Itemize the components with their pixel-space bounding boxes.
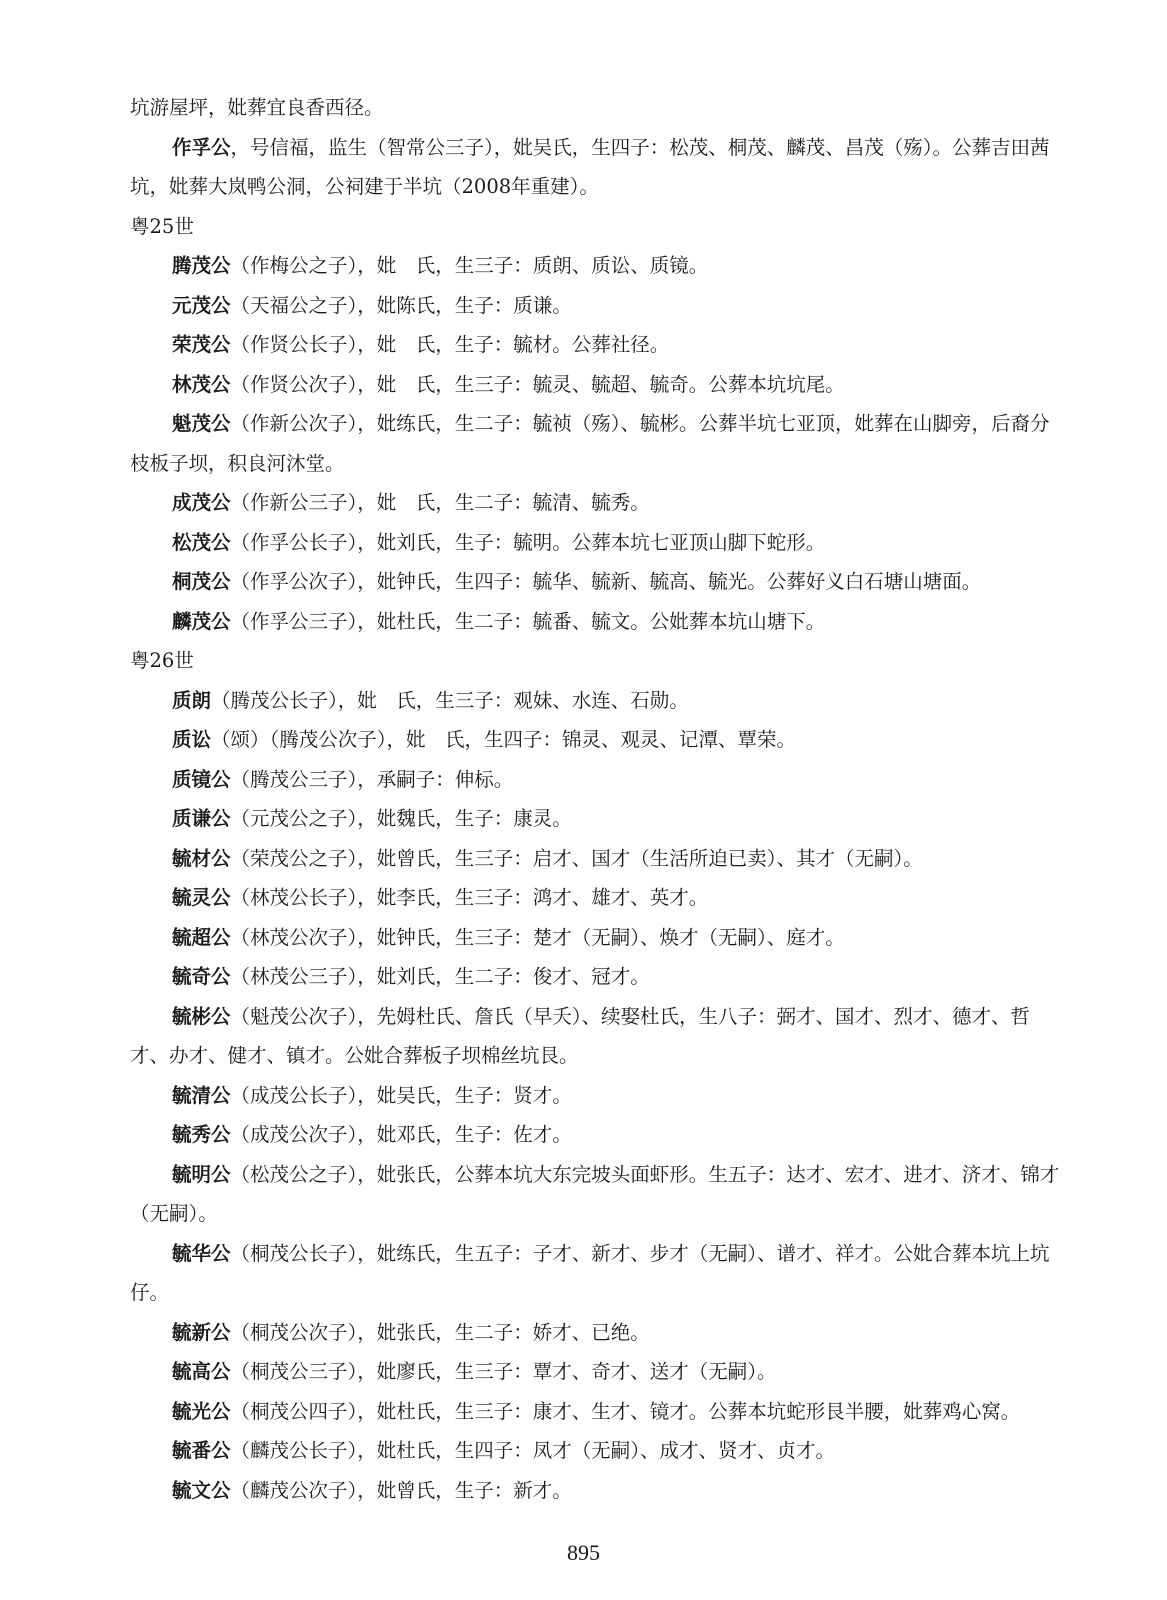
ancestor-entry	[130, 286, 1065, 326]
generation-heading-text: 粤25世	[130, 214, 194, 238]
ancestor-entry	[130, 997, 1065, 1076]
genealogy-text-body	[130, 88, 1065, 1510]
ancestor-name: 质谦公	[172, 807, 231, 830]
entry-text: （作孚公三子），妣杜氏，生二子：毓番、毓文。公妣葬本坑山塘下。	[230, 609, 826, 633]
entry-text: （林茂公次子），妣钟氏，生三子：楚才（无嗣）、焕才（无嗣）、庭才。	[230, 925, 845, 949]
ancestor-entry	[130, 799, 1065, 839]
ancestor-entry	[130, 1076, 1065, 1116]
entry-text: （腾茂公长子），妣 氏，生三子：观妹、水连、石勋。	[211, 688, 689, 712]
entry-text: （荣茂公之子），妣曾氏，生三子：启才、国才（生活所迫已卖）、其才（无嗣）。	[230, 846, 923, 870]
ancestor-name: 毓高公	[172, 1360, 231, 1383]
ancestor-name: 作孚公	[172, 135, 231, 159]
ancestor-name: 桐茂公	[172, 570, 231, 593]
ancestor-entry	[130, 483, 1065, 523]
ancestor-name: 松茂公	[172, 530, 231, 554]
ancestor-entry	[130, 128, 1065, 207]
entry-text: （元茂公之子），妣魏氏，生子：康灵。	[230, 807, 572, 830]
ancestor-entry	[130, 246, 1065, 286]
entry-text: （桐茂公三子），妣廖氏，生三子：覃才、奇才、送才（无嗣）。	[230, 1360, 777, 1383]
entry-text: （作新公次子），妣练氏，生二子：毓祯（殇）、毓彬。公葬半坑七亚顶，妣葬在山脚旁，后裔分枝板子坝，积良河沐堂。	[130, 412, 1050, 475]
ancestor-entry	[130, 760, 1065, 800]
entry-text: （作贤公次子），妣 氏，生三子：毓灵、毓超、毓奇。公葬本坑坑尾。	[230, 372, 845, 396]
ancestor-entry	[130, 878, 1065, 918]
ancestor-entry	[130, 1431, 1065, 1471]
entry-text: （天福公之子），妣陈氏，生子：质谦。	[230, 293, 572, 317]
ancestor-entry	[130, 1471, 1065, 1511]
ancestor-name: 荣茂公	[172, 333, 231, 356]
ancestor-entry	[130, 325, 1065, 365]
entry-text: （松茂公之子），妣张氏，公葬本坑大东完坡头面虾形。生五子：达才、宏才、进才、济才、锦才（无嗣）。	[130, 1162, 1060, 1225]
entry-text: （作贤公长子），妣 氏，生子：毓材。公葬社径。	[230, 333, 670, 356]
entry-text: （桐茂公次子），妣张氏，生二子：娇才、已绝。	[230, 1320, 650, 1344]
ancestor-entry	[130, 839, 1065, 879]
ancestor-name: 毓文公	[172, 1478, 231, 1502]
entry-text: （林茂公三子），妣刘氏，生二子：俊才、冠才。	[230, 965, 650, 988]
ancestor-entry	[130, 523, 1065, 563]
ancestor-entry	[130, 681, 1065, 721]
ancestor-name: 元茂公	[172, 293, 231, 317]
ancestor-name: 毓新公	[172, 1320, 231, 1344]
ancestor-name: 毓明公	[172, 1162, 231, 1186]
ancestor-entry	[130, 957, 1065, 997]
entry-text: （林茂公长子），妣李氏，生三子：鸿才、雄才、英才。	[230, 886, 709, 909]
entry-text: （魁茂公次子），先姆杜氏、詹氏（早夭）、续娶杜氏，生八子：弼才、国才、烈才、德才、哲才、办才、健才、镇才。公妣合葬板子坝棉丝坑艮。	[130, 1004, 1031, 1067]
entry-text: （颂）（腾茂公次子），妣 氏，生四子：锦灵、观灵、记潭、覃荣。	[211, 728, 797, 751]
ancestor-entry	[130, 562, 1065, 602]
entry-text: （桐茂公长子），妣练氏，生五子：子才、新才、步才（无嗣）、谱才、祥才。公妣合葬本坑上坑仔。	[130, 1241, 1050, 1304]
ancestor-name: 毓番公	[172, 1439, 231, 1462]
ancestor-name: 毓材公	[172, 846, 231, 870]
generation-heading	[130, 641, 1065, 681]
ancestor-name: 毓彬公	[172, 1004, 231, 1028]
entry-text: （作新公三子），妣 氏，生二子：毓清、毓秀。	[230, 491, 650, 514]
entry-text: （作孚公长子），妣刘氏，生子：毓明。公葬本坑七亚顶山脚下蛇形。	[230, 530, 826, 554]
entry-text: （麟茂公长子），妣杜氏，生四子：凤才（无嗣）、成才、贤才、贞才。	[230, 1439, 836, 1462]
ancestor-name: 质讼	[172, 728, 212, 751]
entry-text: （桐茂公四子），妣杜氏，生三子：康才、生才、镜才。公葬本坑蛇形艮半腰，妣葬鸡心窝。	[230, 1399, 1021, 1423]
entry-text: ，号信福，监生（智常公三子），妣吴氏，生四子：松茂、桐茂、麟茂、昌茂（殇）。公葬吉田茜坑，妣葬大岚鸭公洞，公祠建于半坑（2008年重建）。	[130, 135, 1050, 198]
ancestor-name: 毓超公	[172, 925, 231, 949]
ancestor-entry	[130, 365, 1065, 405]
ancestor-entry	[130, 1155, 1065, 1234]
entry-text: （麟茂公次子），妣曾氏，生子：新才。	[230, 1478, 572, 1502]
ancestor-entry	[130, 918, 1065, 958]
generation-heading-text: 粤26世	[130, 649, 194, 672]
ancestor-entry	[130, 1115, 1065, 1155]
ancestor-entry	[130, 720, 1065, 760]
ancestor-entry	[130, 1392, 1065, 1432]
generation-heading	[130, 207, 1065, 247]
entry-text: （作孚公次子），妣钟氏，生四子：毓华、毓新、毓高、毓光。公葬好义白石塘山塘面。	[230, 570, 982, 593]
ancestor-entry	[130, 1313, 1065, 1353]
ancestor-entry	[130, 1352, 1065, 1392]
ancestor-name: 质朗	[172, 688, 212, 712]
ancestor-name: 毓灵公	[172, 886, 231, 909]
ancestor-name: 质镜公	[172, 767, 231, 791]
ancestor-name: 魁茂公	[172, 412, 231, 435]
ancestor-name: 毓华公	[172, 1241, 231, 1265]
page-number: 895	[567, 1540, 600, 1565]
ancestor-entry	[130, 602, 1065, 642]
ancestor-name: 麟茂公	[172, 609, 231, 633]
entry-text: （腾茂公三子），承嗣子：伸标。	[230, 767, 514, 791]
entry-text: （作梅公之子），妣 氏，生三子：质朗、质讼、质镜。	[230, 254, 709, 277]
ancestor-name: 林茂公	[172, 372, 231, 396]
ancestor-entry	[130, 1234, 1065, 1313]
ancestor-name: 毓光公	[172, 1399, 231, 1423]
entry-text: 坑游屋坪，妣葬宜良香西径。	[130, 96, 384, 119]
ancestor-entry	[130, 404, 1065, 483]
entry-text: （成茂公次子），妣邓氏，生子：佐才。	[230, 1123, 572, 1146]
continued-paragraph	[130, 88, 1065, 128]
ancestor-name: 毓秀公	[172, 1123, 231, 1146]
ancestor-name: 毓清公	[172, 1083, 231, 1107]
entry-text: （成茂公长子），妣吴氏，生子：贤才。	[230, 1083, 572, 1107]
ancestor-name: 成茂公	[172, 491, 231, 514]
ancestor-name: 腾茂公	[172, 254, 231, 277]
ancestor-name: 毓奇公	[172, 965, 231, 988]
